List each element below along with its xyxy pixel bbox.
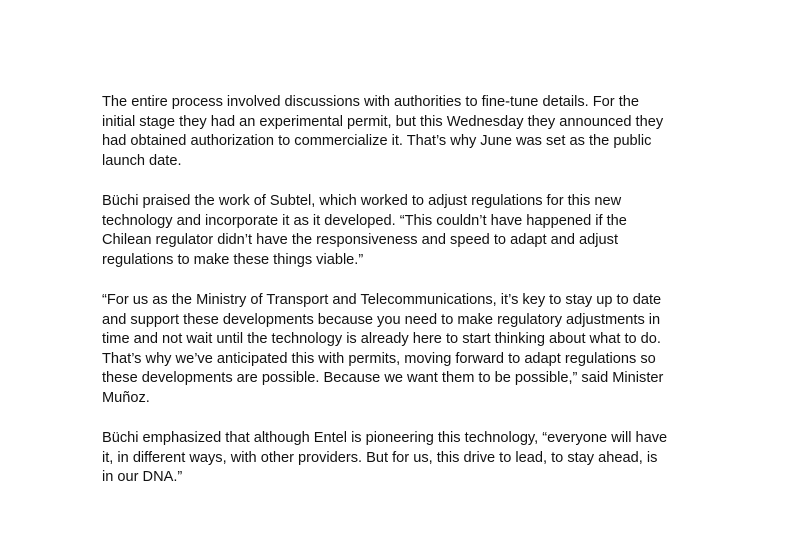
paragraph-1: The entire process involved discussions with authorities to fine-tune details. For the initial stage they had an experimental permit, but this Wednesday they announced they had obtained authorization to commercialize it. That’s why June was set as the public launch date.: [102, 94, 664, 169]
paragraph-4: Büchi emphasized that although Entel is pioneering this technology, “everyone will have it, in different ways, with other providers. But for us, this drive to lead, to stay ahead, is in our DNA.”: [102, 430, 668, 485]
document-body: [102, 93, 732, 509]
paragraph-3: “For us as the Ministry of Transport and Telecommunications, it’s key to stay up to date and support these developments because you need to make regulatory adjustments in time and not wait until the technology is already here to start thinking about what to do. That’s why we’ve anticipated this with permits, moving forward to adapt regulations so these developments are possible. Because we want them to be possible,” said Minister Muñoz.: [102, 292, 664, 406]
paragraph-2: Büchi praised the work of Subtel, which worked to adjust regulations for this new technology and incorporate it as it developed. “This couldn’t have happened if the Chilean regulator didn’t have the responsiveness and speed to adapt and adjust regulations to make these things viable.”: [102, 193, 627, 268]
